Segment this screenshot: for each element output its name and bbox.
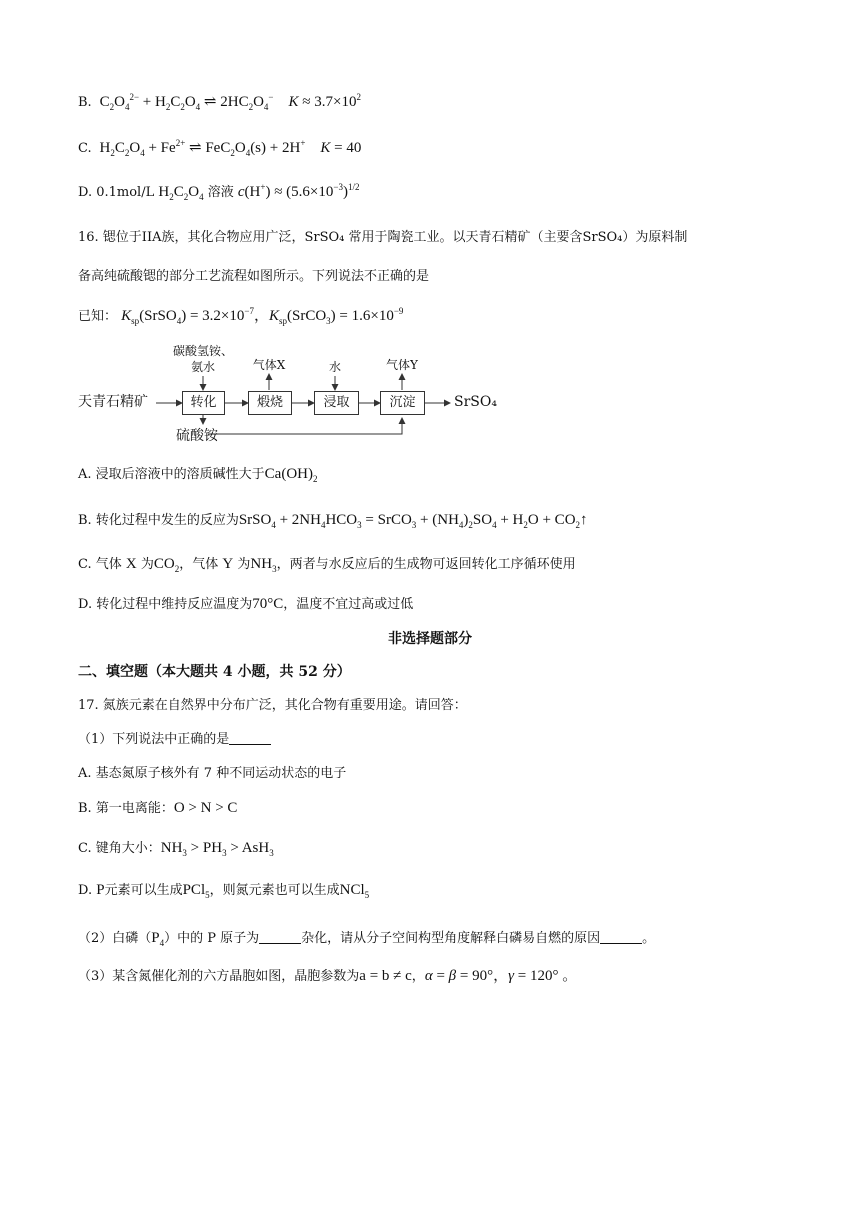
q16-option-a: A. 浸取后溶液中的溶质碱性大于$Ca(OH)_2$ xyxy=(78,466,318,484)
section-heading: 二、填空题（本大题共 4 小题，共 52 分） xyxy=(78,664,351,680)
q16-option-d: D. 转化过程中维持反应温度为70°C，温度不宜过高或过低 xyxy=(78,596,414,612)
q17-option-c: C. 键角大小：$NH_3 > PH_3 > AsH_3$ xyxy=(78,840,274,858)
answer-blank[interactable] xyxy=(229,730,271,745)
reaction-equation: SrSO$_4$ + $2NH_4HCO_3$ = SrCO$_3$ + $(NH_4)_2SO_4 + H_2O$ + $CO_2↑$ xyxy=(238,512,588,530)
q16-line2: 备高纯硫酸锶的部分工艺流程如图所示。下列说法不正确的是 xyxy=(78,269,430,284)
step-calcination: 煅烧 xyxy=(248,391,292,415)
start-material: 天青石精矿 xyxy=(78,394,148,410)
ksp-values: $K_{sp}(SrSO_4) = 3.2\times 10^{-7}$，$K_{sp}(SrCO_3) = 1.6\times 10^{-9}$ xyxy=(121,306,404,326)
gas-x-label: 气体X xyxy=(252,358,286,372)
option-d-line: D. 0.1mol/L $H_2C_2O_4$ 溶液 $c(H^+) \approx (5.6\times 10^{-3})^{1/2}$ xyxy=(78,182,360,202)
q16-known: 已知： $K_{sp}(SrSO_4) = 3.2\times 10^{-7}$，$K_{sp}(SrCO_3) = 1.6\times 10^{-9}$ xyxy=(78,306,404,326)
water-label: 水 xyxy=(328,360,341,374)
step-leaching: 浸取 xyxy=(314,391,359,415)
step-conversion: 转化 xyxy=(182,391,225,415)
q16-option-c: C. 气体 X 为$CO_2$，气体 Y 为$NH_3$，两者与水反应后的生成物可返回转化工序循环使用 xyxy=(78,556,576,574)
option-c-line: C. $H_2C_2O_4 + Fe^{2+}$ ⇌ $FeC_2O_4(s) + 2H^+$ K = 40 xyxy=(78,138,362,158)
section-title: 非选择题部分 xyxy=(388,631,472,647)
answer-blank[interactable] xyxy=(259,929,301,944)
answer-blank[interactable] xyxy=(600,929,642,944)
equation-d: $c(H^+) \approx (5.6\times 10^{-3})^{1/2}$ xyxy=(237,182,360,200)
reagent1-top: 碳酸氢铵、 xyxy=(172,344,233,358)
gas-y-label: 气体Y xyxy=(386,358,418,372)
equation-b: $C_2O_4^{2-} + H_2C_2O_4$ ⇌ $2HC_2O_4^-$ $K \approx 3.7\times 10^2$ xyxy=(95,92,361,112)
q17-option-d: D. P元素可以生成PCl$_5$，则氮元素也可以生成NCl$_5$ xyxy=(78,882,370,900)
q17-part2: （2）白磷$(P_4)$中的 P 原子为 杂化，请从分子空间构型角度解释白磷易自燃的原因 。 xyxy=(78,930,656,948)
product-label: SrSO₄ xyxy=(454,394,497,410)
option-b-line: B. $C_2O_4^{2-} + H_2C_2O_4$ ⇌ $2HC_2O_4^-$ $K \approx 3.7\times 10^2$ xyxy=(78,92,361,112)
q17-option-b: B. 第一电离能：O > N > C xyxy=(78,800,238,816)
byproduct-label: 硫酸铵 xyxy=(176,428,218,444)
q16-line1: 16. 锶位于IIA族，其化合物应用广泛，SrSO₄ 常用于陶瓷工业。以天青石精矿（主要含SrSO₄）为原料制 xyxy=(78,230,688,245)
step-precipitation: 沉淀 xyxy=(380,391,425,415)
equation-c: $H_2C_2O_4 + Fe^{2+}$ ⇌ $FeC_2O_4(s) + 2H^+$ K = 40 xyxy=(95,138,362,158)
q17-part3: （3）某含氮催化剂的六方晶胞如图，晶胞参数为a = b ≠ c，α = β = 90°，γ = 120° 。 xyxy=(78,968,578,984)
process-flow-diagram xyxy=(78,340,538,452)
q17-option-a: A. 基态氮原子核外有 7 种不同运动状态的电子 xyxy=(78,766,347,781)
q17-part1: （1）下列说法中正确的是 xyxy=(78,730,271,750)
q17-intro: 17. 氮族元素在自然界中分布广泛，其化合物有重要用途。请回答： xyxy=(78,698,467,713)
reagent1-bottom: 氨水 xyxy=(190,360,215,374)
q16-option-b: B. 转化过程中发生的反应为SrSO$_4$ + $2NH_4HCO_3$ = SrCO$_3$ + $(NH_4)_2SO_4 + H_2O$ + $CO_2↑$ xyxy=(78,512,588,530)
